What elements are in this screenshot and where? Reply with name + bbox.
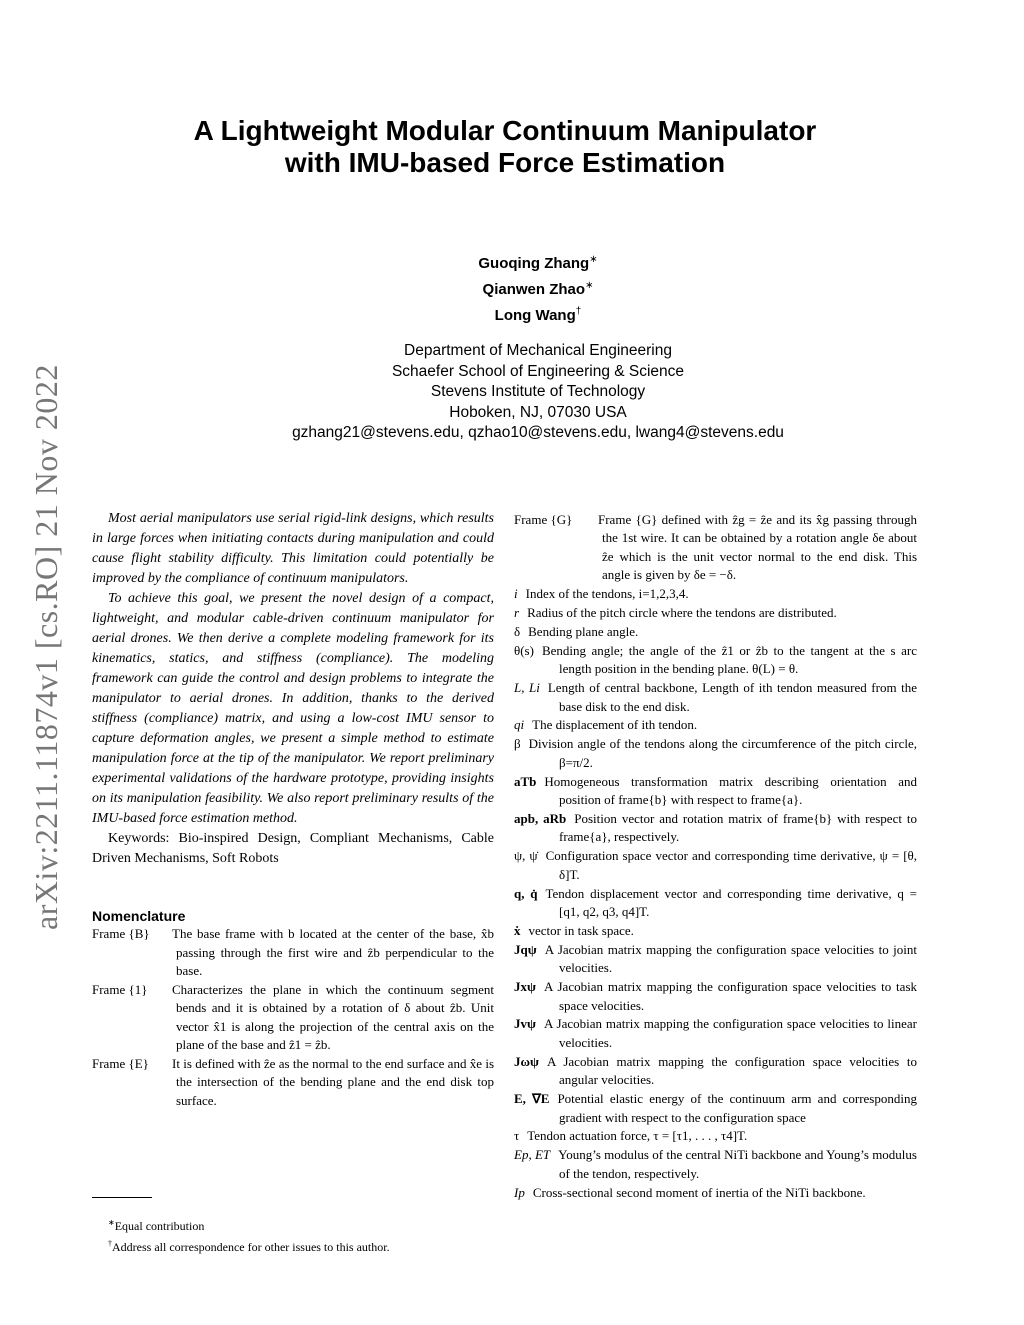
nomenclature-entry [514,922,917,940]
nomenclature-entry [92,981,494,1055]
footnote-divider [92,1197,152,1198]
nomenclature-description: Length of central backbone, Length of ith tendon measured from the base disk to the end disk. [547,680,917,714]
nomenclature-entry [514,941,917,978]
nomenclature-description: Division angle of the tendons along the circumference of the pitch circle, β=π/2. [528,736,917,770]
nomenclature-term: ẋ [514,922,521,938]
nomenclature-term: Frame {E} [92,1055,149,1071]
nomenclature-description: Bending angle; the angle of the ẑ1 or ẑb to the tangent at the s arc length position in the bending plane. θ(L) = θ. [541,642,917,677]
author-footnote-mark: † [575,306,582,317]
nomenclature-description: Young’s modulus of the central NiTi backbone and Young’s modulus of the tendon, respectively. [558,1147,917,1181]
author-emails: gzhang21@stevens.edu, qzhao10@stevens.edu, lwang4@stevens.edu [292,424,784,441]
author-name: Guoqing Zhang [478,255,590,272]
footnote-mark: ∗ [108,1218,115,1227]
nomenclature-description: Potential elastic energy of the continuum arm and corresponding gradient with respect to the configuration space [557,1091,917,1125]
nomenclature-description: The base frame with b located at the center of the base, x̂b passing through the first wire and ẑb perpendicular to the base. [172,926,494,978]
nomenclature-term: apb, aRb [514,811,567,826]
nomenclature-entry [514,679,917,716]
arxiv-identifier-stamp: arXiv:2211.11874v1 [cs.RO] 21 Nov 2022 [28,364,64,930]
keywords: Keywords: Bio-inspired Design, Compliant Mechanisms, Cable Driven Mechanisms, Soft Robots [92,831,494,866]
nomenclature-description: A Jacobian matrix mapping the configuration space velocities to linear velocities. [543,1016,917,1050]
nomenclature-description: Characterizes the plane in which the continuum segment bends and it is obtained by a rotation of δ about ẑb. Unit vector x̂1 is along the projection of the central axis on the plane of the base and ẑ1 = ẑb. [172,981,494,1052]
nomenclature-term: Ep, ET [514,1147,551,1163]
affiliation-block [240,341,836,444]
title-line-2: with IMU-based Force Estimation [284,147,726,178]
nomenclature-description: Configuration space vector and corresponding time derivative, ψ = [θ, δ]T. [545,848,918,882]
department: Department of Mechanical Engineering [404,342,672,359]
nomenclature-description: A Jacobian matrix mapping the configuration space velocities to joint velocities. [544,941,917,976]
title-line-1: A Lightweight Modular Continuum Manipulator [193,115,817,146]
nomenclature-term: r [514,605,520,621]
nomenclature-description: Bending plane angle. [528,623,639,639]
nomenclature-description: Cross-sectional second moment of inertia of the NiTi backbone. [532,1184,866,1200]
nomenclature-description: Homogeneous transformation matrix describing orientation and position of frame{b} with respect to frame{a}. [544,773,917,808]
paper-title [100,115,910,179]
nomenclature-entry [514,1127,917,1145]
nomenclature-term: aTb [514,773,537,789]
nomenclature-entry [514,773,917,810]
footnotes [108,1214,390,1256]
nomenclature-description: A Jacobian matrix mapping the configuration space velocities to angular velocities. [546,1053,917,1088]
nomenclature-term: q, q̇ [514,885,538,901]
nomenclature-term: Jxψ [514,979,536,995]
nomenclature-entry [514,585,917,603]
nomenclature-entry [514,1090,917,1127]
author-list [300,249,776,327]
nomenclature-entry [514,735,917,772]
nomenclature-term: E, ∇E [514,1091,550,1107]
nomenclature-entry [514,1146,917,1183]
nomenclature-term: θ(s) [514,642,534,658]
nomenclature-entry [92,1055,494,1111]
nomenclature-entry [514,511,917,585]
nomenclature-entry [514,847,917,884]
author [300,275,776,301]
nomenclature-entry [514,978,917,1015]
author [300,301,776,327]
nomenclature-description: It is defined with ẑe as the normal to the end surface and x̂e is the intersection of the bending plane and the end disk top surface. [172,1055,494,1108]
nomenclature-description: Position vector and rotation matrix of frame{b} with respect to frame{a}, respectively. [559,811,918,845]
nomenclature-description: vector in task space. [528,922,634,938]
nomenclature-description: Tendon actuation force, τ = [τ1, . . . , τ4]T. [527,1128,748,1144]
footnote [108,1235,390,1256]
location: Hoboken, NJ, 07030 USA [449,403,627,421]
right-column [514,511,917,1203]
nomenclature-description: The displacement of ith tendon. [532,717,698,733]
school: Schaefer School of Engineering & Science [391,362,685,380]
nomenclature-term: Frame {B} [92,926,150,941]
author-footnote-mark: ∗ [589,254,598,265]
nomenclature-entry [514,1053,917,1090]
nomenclature-entry [514,716,917,734]
nomenclature-description: Tendon displacement vector and corresponding time derivative, q = [q1, q2, q3, q4]T. [545,885,917,920]
nomenclature-list-left [92,925,494,1110]
nomenclature-entry [514,1184,917,1202]
nomenclature-term: Jqψ [514,941,537,957]
nomenclature-term: L, Li [514,680,540,696]
author-name: Long Wang [494,307,576,324]
author [300,249,776,275]
nomenclature-term: qi [514,717,525,733]
nomenclature-description: A Jacobian matrix mapping the configuration space velocities to task space velocities. [543,979,917,1013]
nomenclature-heading: Nomenclature [92,908,186,924]
nomenclature-term: δ [514,623,521,639]
nomenclature-entry [514,642,917,679]
left-column [92,509,494,1110]
nomenclature-description: Frame {G} defined with ẑg = ẑe and its x̂g passing through the 1st wire. It can be obtained by a rotation angle δe about ẑe which is the unit vector normal to the end disk. This angle is given by δe = −δ. [598,512,917,583]
nomenclature-description: Index of the tendons, i=1,2,3,4. [525,586,689,602]
nomenclature-term: Frame {G} [514,512,573,527]
footnote [108,1214,390,1235]
nomenclature-term: Frame {1} [92,981,148,997]
footnote-text: Equal contribution [114,1219,205,1233]
nomenclature-entry [514,623,917,641]
institute: Stevens Institute of Technology [430,383,646,400]
footnote-mark: † [108,1239,112,1248]
nomenclature-entry [514,810,917,847]
nomenclature-term: i [514,586,518,602]
nomenclature-term: ψ, ψ̇ [514,848,538,864]
author-name: Qianwen Zhao [482,281,586,298]
nomenclature-term: Ip [514,1184,525,1200]
nomenclature-entry [514,604,917,622]
nomenclature-term: τ [514,1128,520,1144]
nomenclature-term: β [514,736,521,752]
nomenclature-term: Jωψ [514,1053,539,1069]
nomenclature-entry [514,885,917,922]
nomenclature-term: Jvψ [514,1016,536,1032]
nomenclature-entry [514,1015,917,1052]
abstract-paragraph-1: Most aerial manipulators use serial rigid-link designs, which results in large forces when initiating contacts during manipulation and could cause flight stability difficulty. This limitation could potentially be improved by the compliance of continuum manipulators. [92,511,494,586]
nomenclature-description: Radius of the pitch circle where the tendons are distributed. [527,605,837,621]
nomenclature-entry [92,925,494,981]
footnote-text: Address all correspondence for other issues to this author. [112,1240,390,1254]
author-footnote-mark: ∗ [585,280,594,291]
abstract-paragraph-2: To achieve this goal, we present the novel design of a compact, lightweight, and modular cable-driven continuum manipulator for aerial drones. We then derive a complete modeling framework for its kinematics, statics, and stiffness (compliance). The modeling framework can guide the control and design problems to integrate the manipulator to aerial drones. In addition, thanks to the derived stiffness (compliance) matrix, and using a low-cost IMU sensor to capture deformation angles, we present a simple method to estimate manipulation force at the tip of the manipulator. We report preliminary experimental validations of the hardware prototype, providing insights on its manipulation feasibility. We also report preliminary results of the IMU-based force estimation method. [92,591,494,826]
